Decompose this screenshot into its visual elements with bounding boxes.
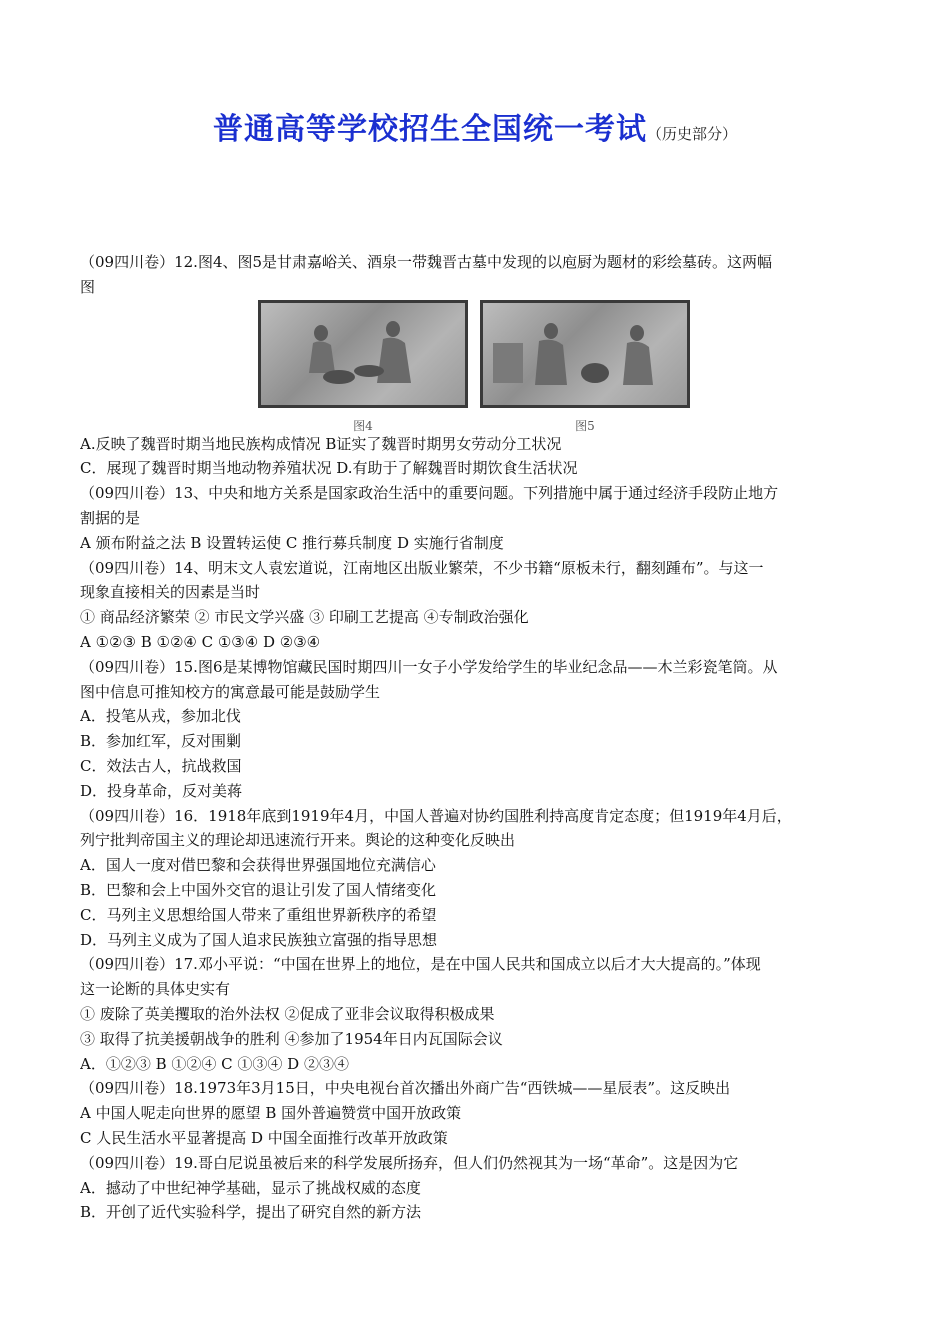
text-line: A．撼动了中世纪神学基础，显示了挑战权威的态度 xyxy=(80,1178,421,1197)
text-line: B．参加红军，反对围剿 xyxy=(80,732,242,751)
text-line: C．效法古人，抗战救国 xyxy=(80,756,242,775)
text-line: A．①②③ B ①②④ C ①③④ D ②③④ xyxy=(80,1054,349,1073)
text-line: 图 xyxy=(80,277,96,296)
text-line: D．投身革命，反对美蒋 xyxy=(80,781,243,800)
document-body xyxy=(80,250,880,1225)
text-line: （09四川卷）12.图4、图5是甘肃嘉峪关、酒泉一带魏晋古墓中发现的以庖厨为题材的彩绘墓砖。这两幅 xyxy=(80,253,773,271)
text-line: （09四川卷）19.哥白尼说虽被后来的科学发展所扬弃，但人们仍然视其为一场“革命”。这是因为它 xyxy=(80,1153,739,1172)
figure-4-caption: 图4 xyxy=(353,418,373,433)
text-line: （09四川卷）15.图6是某博物馆藏民国时期四川一女子小学发给学生的毕业纪念品——木兰彩瓷笔筒。从 xyxy=(80,657,778,676)
figure-4 xyxy=(258,300,468,439)
text-line: 图中信息可推知校方的寓意最可能是鼓励学生 xyxy=(80,682,381,701)
page-title: 普通高等学校招生全国统一考试 xyxy=(212,112,647,147)
text-line: C．展现了魏晋时期当地动物养殖状况 D.有助于了解魏晋时期饮食生活状况 xyxy=(80,459,578,478)
text-line: A 颁布附益之法 B 设置转运使 C 推行募兵制度 D 实施行省制度 xyxy=(80,533,504,552)
text-line: 列宁批判帝国主义的理论却迅速流行开来。舆论的这种变化反映出 xyxy=(80,831,516,850)
figure-5 xyxy=(480,300,690,439)
text-line: （09四川卷）13、中央和地方关系是国家政治生活中的重要问题。下列措施中属于通过经济手段防止地方 xyxy=(80,484,779,503)
text-line: B．巴黎和会上中国外交官的退让引发了国人情绪变化 xyxy=(80,880,437,899)
text-line: A.反映了魏晋时期当地民族构成情况 B证实了魏晋时期男女劳动分工状况 xyxy=(80,434,562,453)
text-line: 现象直接相关的因素是当时 xyxy=(80,583,261,602)
painting-figures-icon xyxy=(483,303,687,405)
text-line: C．马列主义思想给国人带来了重组世界新秩序的希望 xyxy=(80,905,437,924)
text-line: ① 废除了英美攫取的治外法权 ②促成了亚非会议取得积极成果 xyxy=(80,1004,495,1023)
page-header xyxy=(0,104,950,148)
text-line: A ①②③ B ①②④ C ①③④ D ②③④ xyxy=(80,632,321,651)
text-line: （09四川卷）17.邓小平说：“中国在世界上的地位，是在中国人民共和国成立以后才大大提高的。”体现 xyxy=(80,955,761,974)
text-line: （09四川卷）16．1918年底到1919年4月，中国人普遍对协约国胜利持高度肯定态度；但1919年4月后， xyxy=(80,806,792,825)
figure-5-caption: 图5 xyxy=(575,418,595,433)
text-line: A．投笔从戎，参加北伐 xyxy=(80,707,241,726)
text-line: D．马列主义成为了国人追求民族独立富强的指导思想 xyxy=(80,930,438,949)
painting-figures-icon xyxy=(261,303,465,405)
page-subtitle: （历史部分） xyxy=(646,125,737,143)
tomb-brick-painting-5 xyxy=(480,300,690,408)
text-line: C 人民生活水平显著提高 D 中国全面推行改革开放政策 xyxy=(80,1128,448,1147)
tomb-brick-painting-4 xyxy=(258,300,468,408)
text-line: B．开创了近代实验科学，提出了研究自然的新方法 xyxy=(80,1203,422,1222)
text-line: 这一论断的具体史实有 xyxy=(80,980,231,999)
text-line: ③ 取得了抗美援朝战争的胜利 ④参加了1954年日内瓦国际会议 xyxy=(80,1029,503,1048)
text-line: 割据的是 xyxy=(80,508,141,527)
figure-row xyxy=(80,300,880,432)
text-line: ① 商品经济繁荣 ② 市民文学兴盛 ③ 印刷工艺提高 ④专制政治强化 xyxy=(80,608,529,627)
text-line: A 中国人呢走向世界的愿望 B 国外普遍赞赏中国开放政策 xyxy=(80,1104,462,1123)
text-line: A．国人一度对借巴黎和会获得世界强国地位充满信心 xyxy=(80,856,436,875)
text-line: （09四川卷）14、明末文人袁宏道说，江南地区出版业繁荣，不少书籍“原板未行，翻刻踵布”。与这一 xyxy=(80,558,764,577)
text-line: （09四川卷）18.1973年3月15日，中央电视台首次播出外商广告“西铁城——星辰表”。这反映出 xyxy=(80,1079,731,1098)
